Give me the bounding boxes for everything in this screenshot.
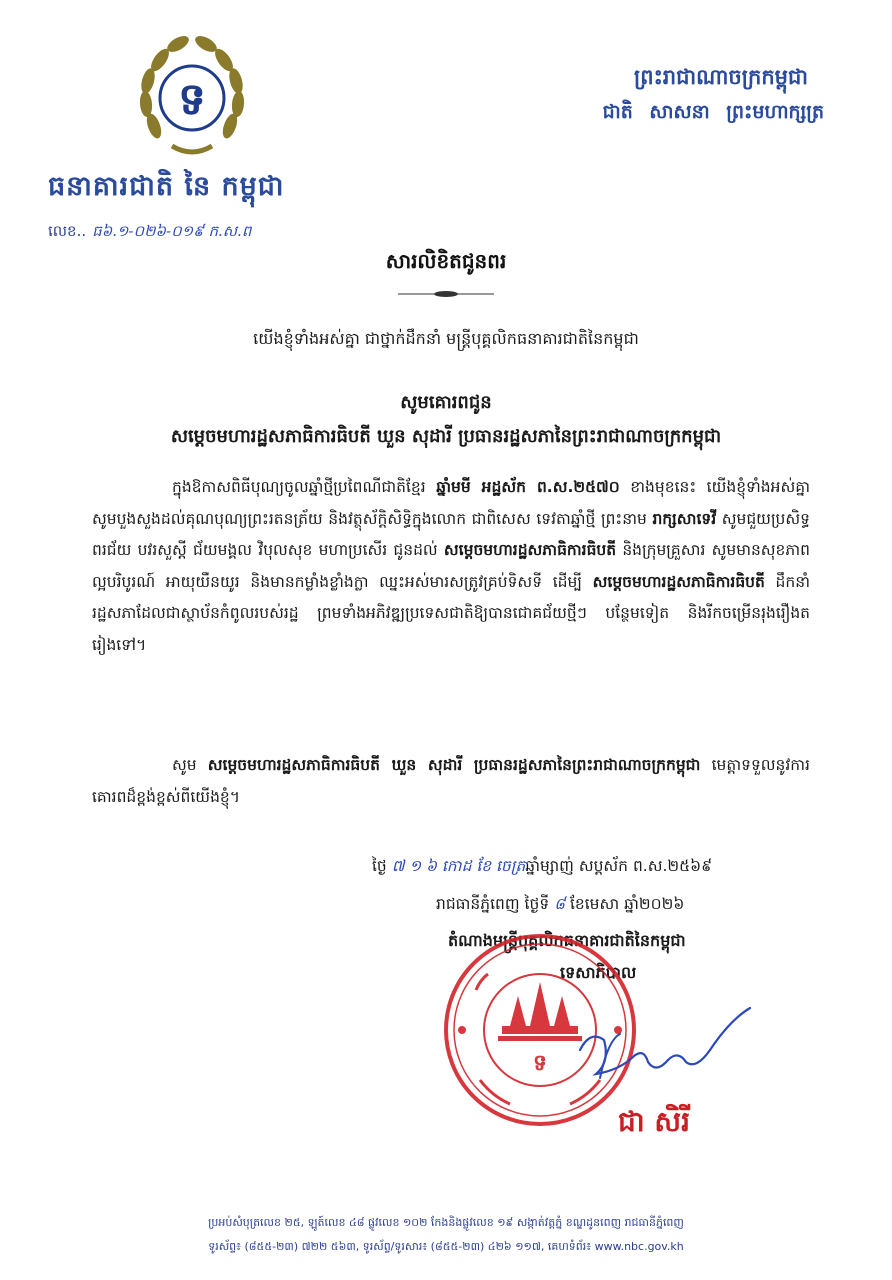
letter-title: សារលិខិតជូនពរ — [385, 249, 507, 273]
signer-name: ជា សិរី — [618, 1105, 690, 1138]
footer-contact: ទូរស័ព្ទ៖ (៨៥៥-២៣) ៧២២ ៥៦៣, ទូរស័ព្ទ/ទូរសារ៖ (៨៥៥-២៣) ៤២៦ ១១៧, គេហទំព័រ៖ www.nbc.gov.kh — [208, 1240, 684, 1253]
signatory-title: ទេសាភិបាល — [560, 963, 637, 982]
solar-date: រាជធានីភ្នំពេញ ថ្ងៃទី ៨ ខែមេសា ឆ្នាំ២០២៦ — [436, 895, 685, 913]
reference-value: ធ៦.១-០២៦-០១៩ ក.ស.ព — [92, 222, 252, 240]
signatory-role: តំណាងមន្ត្រីបុគ្គលិកធនាគារជាតិនៃកម្ពុជា — [448, 931, 686, 950]
divider-ornament-icon — [396, 286, 496, 302]
svg-text:ទ: ទ — [178, 74, 206, 125]
national-motto: ជាតិ សាសនា ព្រះមហាក្សត្រ — [602, 101, 824, 123]
handwritten-signature-icon — [560, 1000, 760, 1090]
lunar-date-handwritten: ៧ ១ ៦ កោដ ខែ ចេត្រ — [391, 857, 526, 875]
body-paragraph-1: ក្នុងឱកាសពិធីបុណ្យចូលឆ្នាំថ្មីប្រពៃណីជាតិខ្មែរ ឆ្នាំមមី អដ្ឋស័ក ព.ស.២៥៧០ ខាងមុខនេះ យើងខ្ញុំទាំងអស់គ្នា សូមបួងសួងដល់គុណបុណ្យព្រះរតនត្រ័យ និងវត្ថុស័ក្តិសិទ្ធិក្នុងលោក ជាពិសេស ទេវតាឆ្នាំថ្មី ព្រះនាម រាក្សសាទេវី សូមជួយប្រសិទ្ធពរជ័យ បវរសួស្តី ជ័យមង្គល វិបុលសុខ មហាប្រសើរ ជូនដល់ សម្តេចមហារដ្ឋសភាធិការធិបតី និងក្រុមគ្រួសារ សូមមានសុខភាពល្អបរិបូរណ៍ អាយុយឺនយូរ និងមានកម្លាំងខ្លាំងក្លា ឈ្នះអស់មារសត្រូវគ្រប់ទិសទី ដើម្បី សម្តេចមហារដ្ឋសភាធិការធិបតី ដឹកនាំរដ្ឋសភាដែលជាស្ថាប័នកំពូលរបស់រដ្ឋ ព្រមទាំងអភិវឌ្ឍប្រទេសជាតិឱ្យបានជោគជ័យថ្មីៗ បន្ថែមទៀត និងរីកចម្រើនរុងរឿងតរៀងទៅ។ — [92, 478, 810, 654]
lunar-date: ថ្ងៃ ៧ ១ ៦ កោដ ខែ ចេត្រឆ្នាំម្សាញ់ សប្តស័ក ព.ស.២៥៦៩ — [372, 857, 713, 875]
addressee-line: សម្តេចមហារដ្ឋសភាធិការធិបតី ឃួន សុដារី ប្រធានរដ្ឋសភានៃព្រះរាជាណាចក្រកម្ពុជា — [170, 426, 722, 447]
body-paragraph-2: សូម សម្តេចមហារដ្ឋសភាធិការធិបតី ឃួន សុដារី ប្រធានរដ្ឋសភានៃព្រះរាជាណាចក្រកម្ពុជា មេត្តាទទួលនូវការគោរពដ៏ខ្ពង់ខ្ពស់ពីយើងខ្ញុំ។ — [92, 756, 810, 806]
reference-label: លេខ — [48, 222, 77, 240]
bank-logo-icon — [136, 34, 248, 166]
svg-text:ទ: ទ — [533, 1051, 547, 1076]
intro-line: យើងខ្ញុំទាំងអស់គ្នា ជាថ្នាក់ដឹកនាំ មន្ត្រីបុគ្គលិកធនាគារជាតិនៃកម្ពុជា — [253, 329, 639, 348]
bank-name: ធនាគារជាតិ នៃ កម្ពុជា — [48, 171, 285, 202]
reference-number: លេខ.. ធ៦.១-០២៦-០១៩ ក.ស.ព — [48, 222, 252, 240]
footer-address: ប្រអប់សំបុត្រលេខ ២៥, ឡូត៍លេខ ៤៨ ផ្លូវលេខ ១០២ កែងនិងផ្លូវលេខ ១៩ សង្កាត់វត្តភ្នំ ខណ្ឌដូនពេញ រាជធានីភ្នំពេញ — [208, 1216, 684, 1229]
kingdom-title: ព្រះរាជាណាចក្រកម្ពុជា — [633, 65, 808, 89]
greeting-line: សូមគោរពជូន — [400, 392, 492, 413]
solar-date-handwritten: ៨ — [554, 895, 566, 913]
